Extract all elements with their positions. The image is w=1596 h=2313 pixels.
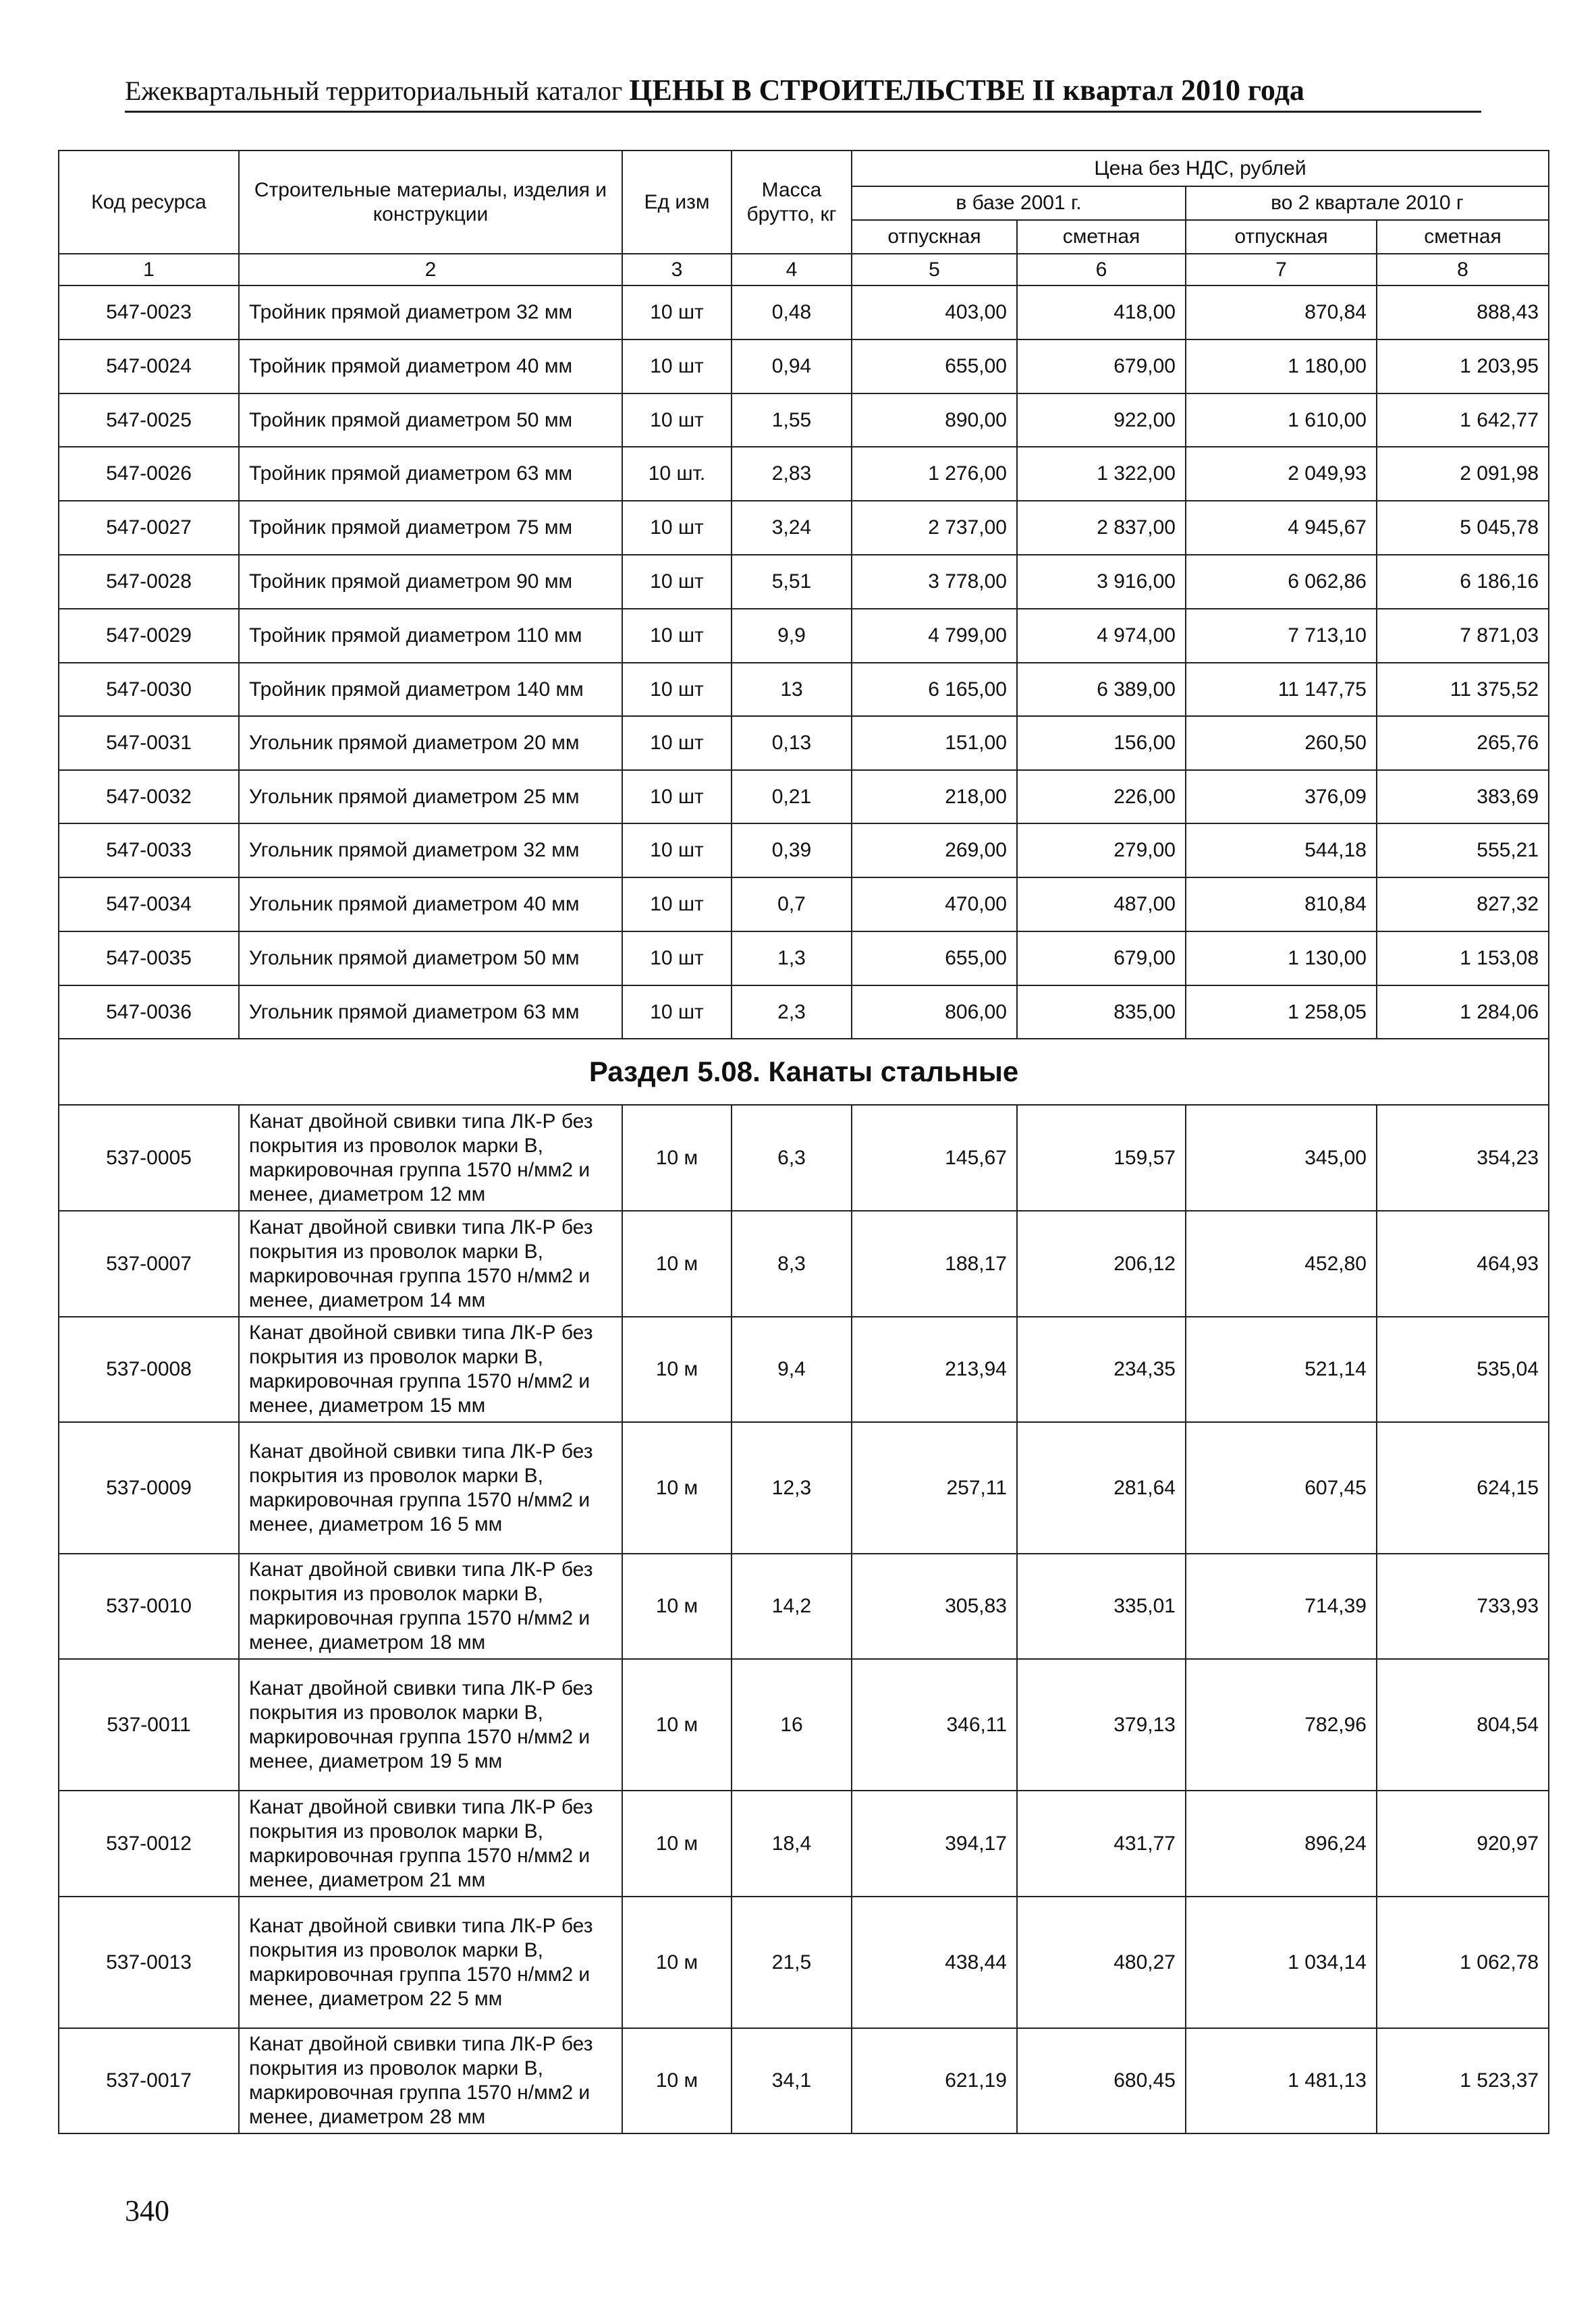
material-name: Тройник прямой диаметром 75 мм [239,501,622,555]
price-release-current: 1 180,00 [1186,339,1377,393]
price-release-base: 151,00 [852,716,1017,770]
price-release-base: 621,19 [852,2028,1017,2133]
table-row [59,2028,1549,2133]
unit-cell: 10 шт. [622,447,732,501]
table-row [59,770,1549,823]
price-estimate-current: 624,15 [1377,1422,1549,1554]
resource-code: 537-0008 [59,1317,239,1422]
price-release-base: 438,44 [852,1897,1017,2028]
material-name: Угольник прямой диаметром 25 мм [239,770,622,823]
material-name: Канат двойной свивки типа ЛК-Р без покрытия из проволок марки В, маркировочная группа 1570 н/мм2 и менее, диаметром 16 5 мм [239,1422,622,1554]
table-body-fittings [59,285,1549,1039]
price-release-current: 1 034,14 [1186,1897,1377,2028]
mass-cell: 9,4 [732,1317,852,1422]
col-header-release-current: отпускная [1186,220,1377,254]
unit-cell: 10 м [622,2028,732,2133]
resource-code: 537-0005 [59,1105,239,1211]
price-estimate-base: 4 974,00 [1017,609,1186,663]
price-estimate-current: 383,69 [1377,770,1549,823]
table-row [59,1422,1549,1554]
mass-cell: 0,48 [732,285,852,339]
price-estimate-current: 1 153,08 [1377,931,1549,985]
price-release-current: 2 049,93 [1186,447,1377,501]
col-number: 5 [852,254,1017,285]
price-estimate-current: 2 091,98 [1377,447,1549,501]
unit-cell: 10 шт [622,609,732,663]
price-estimate-base: 156,00 [1017,716,1186,770]
price-release-base: 269,00 [852,823,1017,877]
material-name: Канат двойной свивки типа ЛК-Р без покрытия из проволок марки В, маркировочная группа 1570 н/мм2 и менее, диаметром 18 мм [239,1554,622,1659]
price-release-base: 145,67 [852,1105,1017,1211]
resource-code: 547-0035 [59,931,239,985]
unit-cell: 10 шт [622,823,732,877]
material-name: Тройник прямой диаметром 63 мм [239,447,622,501]
material-name: Канат двойной свивки типа ЛК-Р без покрытия из проволок марки В, маркировочная группа 1570 н/мм2 и менее, диаметром 14 мм [239,1211,622,1317]
price-release-base: 3 778,00 [852,555,1017,609]
price-release-base: 213,94 [852,1317,1017,1422]
price-release-current: 1 481,13 [1186,2028,1377,2133]
price-release-current: 345,00 [1186,1105,1377,1211]
mass-cell: 18,4 [732,1791,852,1897]
table-row [59,1897,1549,2028]
resource-code: 547-0025 [59,393,239,447]
mass-cell: 1,55 [732,393,852,447]
col-number: 3 [622,254,732,285]
table-row [59,716,1549,770]
price-release-base: 2 737,00 [852,501,1017,555]
price-release-current: 896,24 [1186,1791,1377,1897]
price-estimate-current: 5 045,78 [1377,501,1549,555]
resource-code: 547-0033 [59,823,239,877]
col-number: 1 [59,254,239,285]
table-row [59,663,1549,716]
header-suffix: II квартал 2010 года [1032,74,1304,107]
price-release-current: 260,50 [1186,716,1377,770]
col-header-release-base: отпускная [852,220,1017,254]
resource-code: 537-0012 [59,1791,239,1897]
price-release-base: 188,17 [852,1211,1017,1317]
mass-cell: 0,13 [732,716,852,770]
table-body-ropes [59,1105,1549,2133]
material-name: Угольник прямой диаметром 50 мм [239,931,622,985]
table-row [59,1659,1549,1791]
price-estimate-current: 1 523,37 [1377,2028,1549,2133]
col-header-current-period: во 2 квартале 2010 г [1186,186,1549,220]
mass-cell: 8,3 [732,1211,852,1317]
price-estimate-current: 7 871,03 [1377,609,1549,663]
price-estimate-base: 679,00 [1017,339,1186,393]
price-release-current: 607,45 [1186,1422,1377,1554]
header-title: ЦЕНЫ В СТРОИТЕЛЬСТВЕ [629,74,1026,107]
resource-code: 547-0031 [59,716,239,770]
col-header-name: Строительные материалы, изделия и конструкции [239,151,622,254]
price-release-current: 1 130,00 [1186,931,1377,985]
price-release-base: 655,00 [852,931,1017,985]
mass-cell: 5,51 [732,555,852,609]
unit-cell: 10 шт [622,555,732,609]
material-name: Канат двойной свивки типа ЛК-Р без покрытия из проволок марки В, маркировочная группа 1570 н/мм2 и менее, диаметром 12 мм [239,1105,622,1211]
col-header-base-period: в базе 2001 г. [852,186,1186,220]
unit-cell: 10 шт [622,716,732,770]
table-row [59,501,1549,555]
page-number: 340 [125,2194,169,2227]
unit-cell: 10 шт [622,393,732,447]
col-header-estimate-current: сметная [1377,220,1549,254]
price-estimate-base: 480,27 [1017,1897,1186,2028]
table-row [59,1105,1549,1211]
resource-code: 537-0011 [59,1659,239,1791]
price-estimate-current: 733,93 [1377,1554,1549,1659]
resource-code: 547-0034 [59,877,239,931]
price-estimate-current: 535,04 [1377,1317,1549,1422]
price-release-base: 806,00 [852,985,1017,1039]
mass-cell: 0,7 [732,877,852,931]
price-estimate-base: 2 837,00 [1017,501,1186,555]
resource-code: 547-0023 [59,285,239,339]
resource-code: 537-0010 [59,1554,239,1659]
price-release-base: 257,11 [852,1422,1017,1554]
mass-cell: 14,2 [732,1554,852,1659]
mass-cell: 21,5 [732,1897,852,2028]
col-number: 8 [1377,254,1549,285]
resource-code: 547-0036 [59,985,239,1039]
price-release-base: 470,00 [852,877,1017,931]
price-table [58,150,1549,2134]
price-estimate-current: 804,54 [1377,1659,1549,1791]
material-name: Тройник прямой диаметром 90 мм [239,555,622,609]
unit-cell: 10 шт [622,985,732,1039]
price-estimate-base: 281,64 [1017,1422,1186,1554]
price-estimate-current: 555,21 [1377,823,1549,877]
material-name: Канат двойной свивки типа ЛК-Р без покрытия из проволок марки В, маркировочная группа 1570 н/мм2 и менее, диаметром 22 5 мм [239,1897,622,2028]
table-row [59,877,1549,931]
unit-cell: 10 м [622,1897,732,2028]
price-estimate-base: 6 389,00 [1017,663,1186,716]
col-number: 2 [239,254,622,285]
price-release-current: 521,14 [1186,1317,1377,1422]
price-release-current: 4 945,67 [1186,501,1377,555]
price-estimate-current: 1 284,06 [1377,985,1549,1039]
unit-cell: 10 м [622,1317,732,1422]
table-row [59,609,1549,663]
col-header-code: Код ресурса [59,151,239,254]
section-title: Раздел 5.08. Канаты стальные [59,1039,1549,1105]
resource-code: 537-0017 [59,2028,239,2133]
mass-cell: 34,1 [732,2028,852,2133]
price-release-base: 1 276,00 [852,447,1017,501]
resource-code: 547-0028 [59,555,239,609]
price-release-base: 218,00 [852,770,1017,823]
price-release-current: 782,96 [1186,1659,1377,1791]
resource-code: 547-0026 [59,447,239,501]
table-section [59,1039,1549,1105]
price-estimate-current: 920,97 [1377,1791,1549,1897]
price-estimate-current: 1 203,95 [1377,339,1549,393]
material-name: Тройник прямой диаметром 50 мм [239,393,622,447]
mass-cell: 0,94 [732,339,852,393]
unit-cell: 10 шт [622,285,732,339]
price-release-base: 4 799,00 [852,609,1017,663]
price-release-base: 305,83 [852,1554,1017,1659]
price-estimate-base: 279,00 [1017,823,1186,877]
unit-cell: 10 м [622,1422,732,1554]
mass-cell: 0,39 [732,823,852,877]
unit-cell: 10 шт [622,931,732,985]
price-release-current: 810,84 [1186,877,1377,931]
table-row [59,393,1549,447]
price-release-current: 1 610,00 [1186,393,1377,447]
price-estimate-base: 835,00 [1017,985,1186,1039]
material-name: Тройник прямой диаметром 40 мм [239,339,622,393]
price-release-current: 376,09 [1186,770,1377,823]
table-row [59,1791,1549,1897]
price-estimate-current: 888,43 [1377,285,1549,339]
price-release-current: 870,84 [1186,285,1377,339]
price-estimate-base: 679,00 [1017,931,1186,985]
price-estimate-base: 226,00 [1017,770,1186,823]
price-estimate-current: 827,32 [1377,877,1549,931]
price-estimate-base: 922,00 [1017,393,1186,447]
resource-code: 537-0007 [59,1211,239,1317]
mass-cell: 0,21 [732,770,852,823]
table-row [59,931,1549,985]
mass-cell: 9,9 [732,609,852,663]
col-header-price-group: Цена без НДС, рублей [852,151,1549,186]
resource-code: 547-0027 [59,501,239,555]
col-number: 4 [732,254,852,285]
table-row [59,285,1549,339]
price-release-base: 394,17 [852,1791,1017,1897]
table-row [59,823,1549,877]
resource-code: 547-0030 [59,663,239,716]
price-release-current: 7 713,10 [1186,609,1377,663]
mass-cell: 3,24 [732,501,852,555]
price-release-base: 346,11 [852,1659,1017,1791]
price-estimate-base: 680,45 [1017,2028,1186,2133]
unit-cell: 10 м [622,1211,732,1317]
table-row [59,985,1549,1039]
header-rule [125,111,1481,113]
table-row [59,339,1549,393]
price-estimate-base: 379,13 [1017,1659,1186,1791]
material-name: Тройник прямой диаметром 140 мм [239,663,622,716]
unit-cell: 10 м [622,1105,732,1211]
col-header-unit: Ед изм [622,151,732,254]
unit-cell: 10 шт [622,770,732,823]
price-estimate-base: 159,57 [1017,1105,1186,1211]
price-estimate-current: 1 642,77 [1377,393,1549,447]
price-estimate-base: 1 322,00 [1017,447,1186,501]
resource-code: 547-0024 [59,339,239,393]
material-name: Угольник прямой диаметром 63 мм [239,985,622,1039]
table-row [59,1317,1549,1422]
price-release-base: 655,00 [852,339,1017,393]
price-release-current: 452,80 [1186,1211,1377,1317]
resource-code: 537-0009 [59,1422,239,1554]
material-name: Тройник прямой диаметром 110 мм [239,609,622,663]
price-estimate-current: 1 062,78 [1377,1897,1549,2028]
unit-cell: 10 шт [622,877,732,931]
price-estimate-base: 206,12 [1017,1211,1186,1317]
page-header [125,73,1481,107]
unit-cell: 10 м [622,1659,732,1791]
price-release-base: 403,00 [852,285,1017,339]
table-row [59,447,1549,501]
mass-cell: 12,3 [732,1422,852,1554]
unit-cell: 10 м [622,1791,732,1897]
unit-cell: 10 шт [622,663,732,716]
material-name: Канат двойной свивки типа ЛК-Р без покрытия из проволок марки В, маркировочная группа 1570 н/мм2 и менее, диаметром 21 мм [239,1791,622,1897]
mass-cell: 6,3 [732,1105,852,1211]
price-estimate-base: 418,00 [1017,285,1186,339]
price-estimate-base: 487,00 [1017,877,1186,931]
resource-code: 547-0032 [59,770,239,823]
mass-cell: 2,3 [732,985,852,1039]
column-number-row [59,254,1549,285]
table-row [59,555,1549,609]
material-name: Угольник прямой диаметром 40 мм [239,877,622,931]
col-header-estimate-base: сметная [1017,220,1186,254]
material-name: Тройник прямой диаметром 32 мм [239,285,622,339]
unit-cell: 10 шт [622,501,732,555]
price-estimate-current: 6 186,16 [1377,555,1549,609]
col-number: 6 [1017,254,1186,285]
unit-cell: 10 шт [622,339,732,393]
col-number: 7 [1186,254,1377,285]
price-estimate-current: 11 375,52 [1377,663,1549,716]
price-release-base: 6 165,00 [852,663,1017,716]
mass-cell: 13 [732,663,852,716]
unit-cell: 10 м [622,1554,732,1659]
table-row [59,1211,1549,1317]
price-release-current: 544,18 [1186,823,1377,877]
material-name: Угольник прямой диаметром 32 мм [239,823,622,877]
resource-code: 537-0013 [59,1897,239,2028]
price-estimate-base: 431,77 [1017,1791,1186,1897]
price-estimate-base: 335,01 [1017,1554,1186,1659]
price-release-current: 6 062,86 [1186,555,1377,609]
header-prefix: Ежеквартальный территориальный каталог [125,76,623,106]
price-estimate-current: 354,23 [1377,1105,1549,1211]
material-name: Угольник прямой диаметром 20 мм [239,716,622,770]
price-release-current: 714,39 [1186,1554,1377,1659]
price-release-base: 890,00 [852,393,1017,447]
col-header-mass: Масса брутто, кг [732,151,852,254]
mass-cell: 2,83 [732,447,852,501]
resource-code: 547-0029 [59,609,239,663]
price-estimate-current: 265,76 [1377,716,1549,770]
price-release-current: 11 147,75 [1186,663,1377,716]
price-estimate-current: 464,93 [1377,1211,1549,1317]
material-name: Канат двойной свивки типа ЛК-Р без покрытия из проволок марки В, маркировочная группа 1570 н/мм2 и менее, диаметром 19 5 мм [239,1659,622,1791]
material-name: Канат двойной свивки типа ЛК-Р без покрытия из проволок марки В, маркировочная группа 1570 н/мм2 и менее, диаметром 15 мм [239,1317,622,1422]
price-estimate-base: 3 916,00 [1017,555,1186,609]
mass-cell: 16 [732,1659,852,1791]
material-name: Канат двойной свивки типа ЛК-Р без покрытия из проволок марки В, маркировочная группа 1570 н/мм2 и менее, диаметром 28 мм [239,2028,622,2133]
price-estimate-base: 234,35 [1017,1317,1186,1422]
price-release-current: 1 258,05 [1186,985,1377,1039]
mass-cell: 1,3 [732,931,852,985]
table-row [59,1554,1549,1659]
